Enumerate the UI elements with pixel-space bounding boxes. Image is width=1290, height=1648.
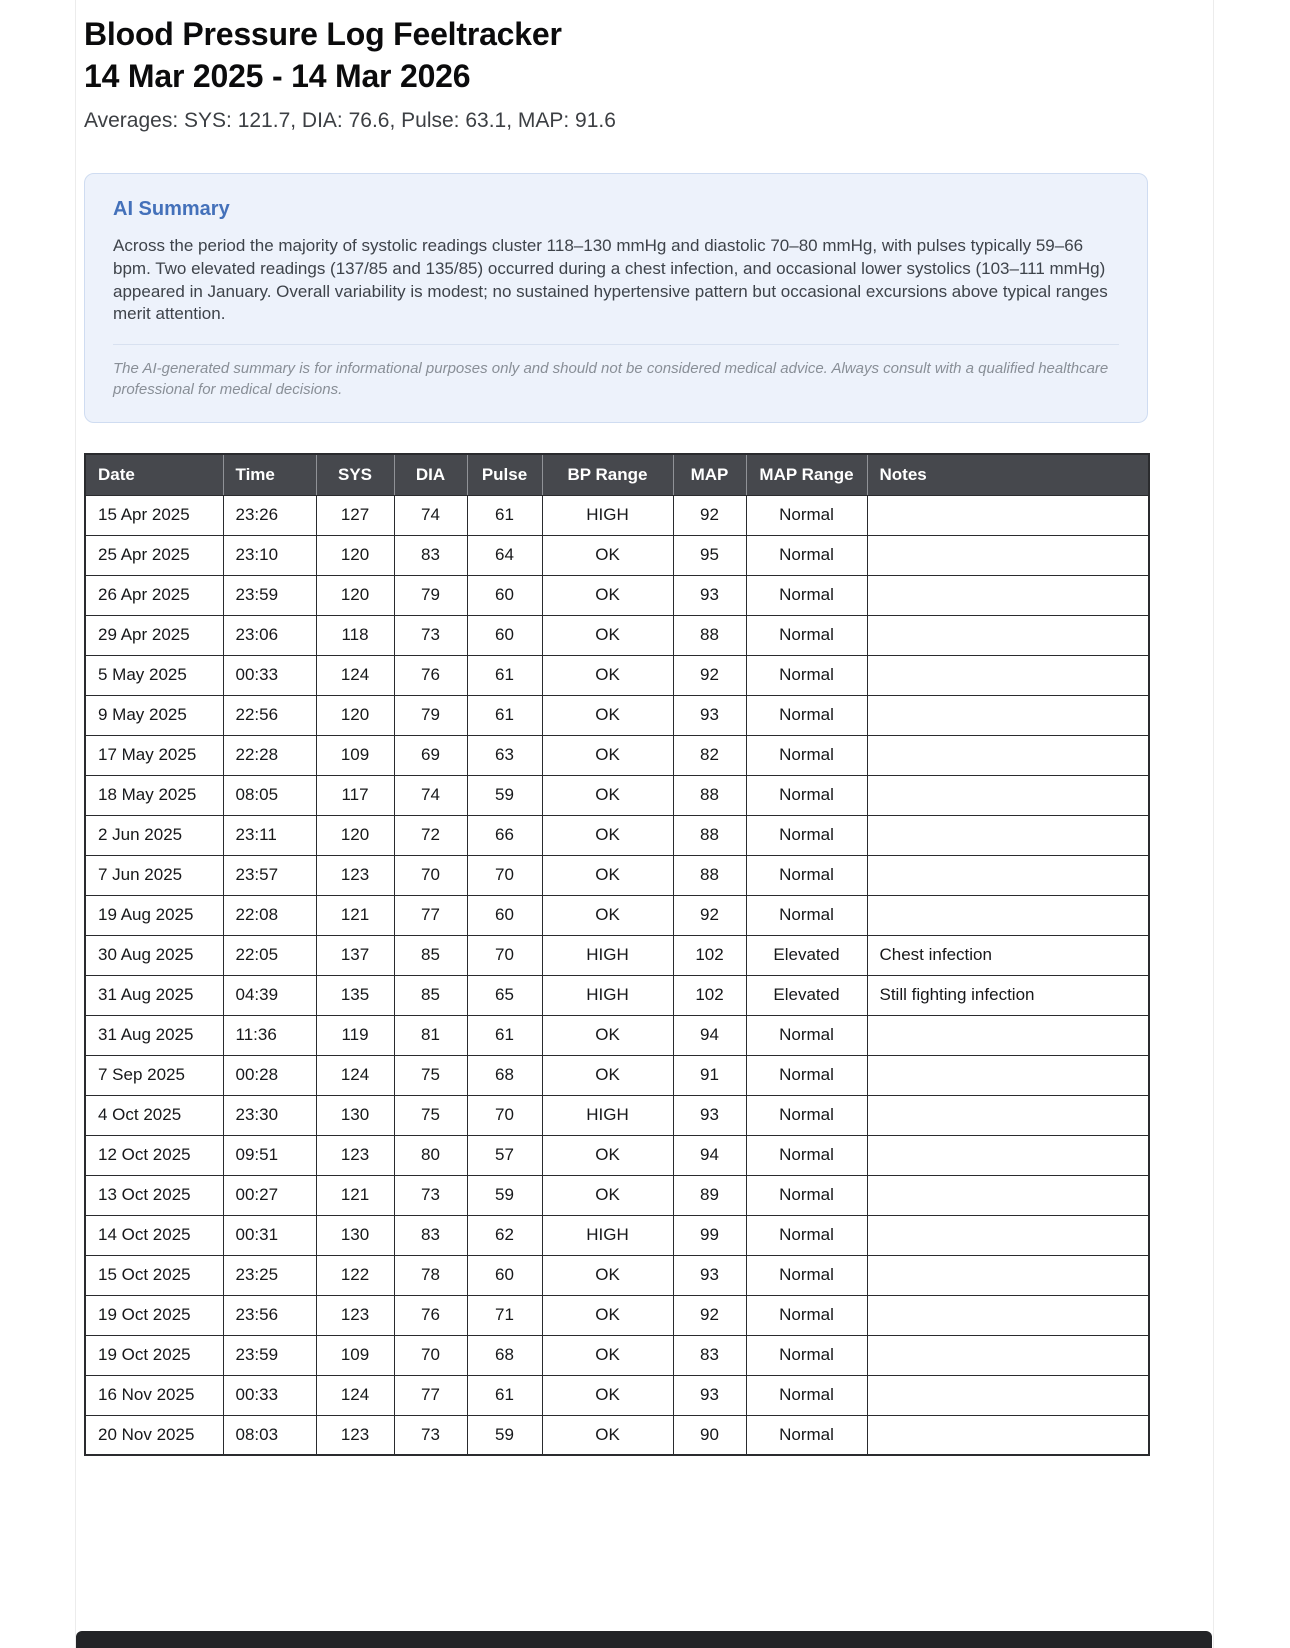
table-cell: 60	[467, 615, 542, 655]
table-cell: OK	[542, 775, 673, 815]
table-cell: 123	[316, 1295, 394, 1335]
table-cell: 66	[467, 815, 542, 855]
table-cell: 23:11	[223, 815, 316, 855]
table-body	[85, 495, 1149, 1455]
table-row	[85, 1095, 1149, 1135]
table-cell: 127	[316, 495, 394, 535]
table-cell: 00:33	[223, 1375, 316, 1415]
table-cell: 120	[316, 695, 394, 735]
table-cell: 82	[673, 735, 746, 775]
table-row	[85, 1015, 1149, 1055]
table-cell: 76	[394, 655, 467, 695]
table-row	[85, 855, 1149, 895]
table-cell: 75	[394, 1095, 467, 1135]
table-cell: 88	[673, 855, 746, 895]
table-cell: 70	[394, 855, 467, 895]
table-cell: 22:08	[223, 895, 316, 935]
table-cell: 77	[394, 895, 467, 935]
table-cell	[867, 695, 1149, 735]
table-cell: 93	[673, 1255, 746, 1295]
table-row	[85, 1335, 1149, 1375]
table-cell: 94	[673, 1135, 746, 1175]
table-cell: 63	[467, 735, 542, 775]
table-cell: 08:03	[223, 1415, 316, 1455]
table-cell	[867, 775, 1149, 815]
table-cell: 22:56	[223, 695, 316, 735]
table-cell: 7 Jun 2025	[85, 855, 223, 895]
table-cell: 70	[467, 855, 542, 895]
table-cell: Normal	[746, 855, 867, 895]
table-cell: HIGH	[542, 1215, 673, 1255]
table-cell: Normal	[746, 1415, 867, 1455]
table-cell: OK	[542, 815, 673, 855]
table-cell: 11:36	[223, 1015, 316, 1055]
table-cell: 00:28	[223, 1055, 316, 1095]
table-cell: 92	[673, 655, 746, 695]
table-cell: 4 Oct 2025	[85, 1095, 223, 1135]
table-cell: 59	[467, 1415, 542, 1455]
table-cell: 75	[394, 1055, 467, 1095]
column-header-date: Date	[85, 454, 223, 495]
table-cell	[867, 575, 1149, 615]
table-header-row	[85, 454, 1149, 495]
table-cell: Normal	[746, 1215, 867, 1255]
table-row	[85, 615, 1149, 655]
table-cell	[867, 1135, 1149, 1175]
table-row	[85, 1295, 1149, 1335]
table-cell: 62	[467, 1215, 542, 1255]
table-cell: 83	[673, 1335, 746, 1375]
table-cell: 121	[316, 1175, 394, 1215]
table-cell	[867, 1095, 1149, 1135]
table-cell: 79	[394, 695, 467, 735]
table-cell: 61	[467, 1375, 542, 1415]
table-cell: 13 Oct 2025	[85, 1175, 223, 1215]
table-row	[85, 1055, 1149, 1095]
table-cell: Normal	[746, 1255, 867, 1295]
table-cell: Normal	[746, 495, 867, 535]
table-cell: 23:06	[223, 615, 316, 655]
table-row	[85, 495, 1149, 535]
table-cell: 130	[316, 1215, 394, 1255]
table-cell: 26 Apr 2025	[85, 575, 223, 615]
table-cell: 00:33	[223, 655, 316, 695]
table-cell: Normal	[746, 655, 867, 695]
table-cell: 30 Aug 2025	[85, 935, 223, 975]
table-cell: HIGH	[542, 495, 673, 535]
table-cell: 76	[394, 1295, 467, 1335]
column-header-bp-range: BP Range	[542, 454, 673, 495]
table-cell: 61	[467, 655, 542, 695]
table-cell: 23:26	[223, 495, 316, 535]
table-row	[85, 695, 1149, 735]
table-cell: 19 Oct 2025	[85, 1335, 223, 1375]
table-cell: 31 Aug 2025	[85, 975, 223, 1015]
table-cell: 68	[467, 1335, 542, 1375]
ai-summary-divider	[113, 344, 1119, 345]
table-cell: 7 Sep 2025	[85, 1055, 223, 1095]
table-row	[85, 655, 1149, 695]
table-cell: OK	[542, 535, 673, 575]
table-row	[85, 1255, 1149, 1295]
table-cell: 2 Jun 2025	[85, 815, 223, 855]
table-cell: 80	[394, 1135, 467, 1175]
table-cell	[867, 1255, 1149, 1295]
table-cell: 60	[467, 575, 542, 615]
table-cell: Elevated	[746, 975, 867, 1015]
table-cell: 102	[673, 935, 746, 975]
table-cell: OK	[542, 1015, 673, 1055]
table-cell: 135	[316, 975, 394, 1015]
report-date-range: 14 Mar 2025 - 14 Mar 2026	[84, 57, 471, 94]
bottom-bar	[76, 1631, 1212, 1648]
table-cell: Normal	[746, 535, 867, 575]
table-cell: 22:28	[223, 735, 316, 775]
table-cell: OK	[542, 1055, 673, 1095]
table-cell: 73	[394, 615, 467, 655]
table-cell: Normal	[746, 1295, 867, 1335]
table-cell: 118	[316, 615, 394, 655]
table-cell	[867, 1175, 1149, 1215]
table-cell: OK	[542, 1175, 673, 1215]
table-cell: 93	[673, 1095, 746, 1135]
table-cell: Normal	[746, 1055, 867, 1095]
table-cell: 09:51	[223, 1135, 316, 1175]
table-cell: 95	[673, 535, 746, 575]
table-cell: Still fighting infection	[867, 975, 1149, 1015]
table-cell: OK	[542, 575, 673, 615]
table-row	[85, 735, 1149, 775]
table-cell: OK	[542, 1135, 673, 1175]
table-cell: OK	[542, 1335, 673, 1375]
table-cell: 70	[394, 1335, 467, 1375]
table-row	[85, 575, 1149, 615]
table-row	[85, 1415, 1149, 1455]
table-cell: 19 Oct 2025	[85, 1295, 223, 1335]
table-cell: 14 Oct 2025	[85, 1215, 223, 1255]
table-cell: 65	[467, 975, 542, 1015]
table-cell: 59	[467, 1175, 542, 1215]
table-cell: 137	[316, 935, 394, 975]
table-row	[85, 1175, 1149, 1215]
table-cell: 16 Nov 2025	[85, 1375, 223, 1415]
table-cell: 23:59	[223, 1335, 316, 1375]
table-cell: 72	[394, 815, 467, 855]
table-cell: 73	[394, 1415, 467, 1455]
table-cell: 92	[673, 895, 746, 935]
table-cell: 00:31	[223, 1215, 316, 1255]
table-cell: 61	[467, 695, 542, 735]
table-cell: 109	[316, 1335, 394, 1375]
report-title: Blood Pressure Log Feeltracker	[84, 16, 562, 52]
table-cell: 85	[394, 935, 467, 975]
table-cell: 23:30	[223, 1095, 316, 1135]
table-cell: 15 Apr 2025	[85, 495, 223, 535]
table-cell: 9 May 2025	[85, 695, 223, 735]
table-cell: Normal	[746, 1135, 867, 1175]
table-cell: 00:27	[223, 1175, 316, 1215]
table-cell: Normal	[746, 815, 867, 855]
table-cell: OK	[542, 1415, 673, 1455]
table-cell: 83	[394, 1215, 467, 1255]
table-cell: 23:56	[223, 1295, 316, 1335]
table-cell	[867, 895, 1149, 935]
table-cell: HIGH	[542, 1095, 673, 1135]
table-cell: OK	[542, 1375, 673, 1415]
column-header-time: Time	[223, 454, 316, 495]
table-cell: 85	[394, 975, 467, 1015]
table-cell: 64	[467, 535, 542, 575]
report-content	[84, 14, 1148, 1456]
table-cell: 15 Oct 2025	[85, 1255, 223, 1295]
table-cell: 19 Aug 2025	[85, 895, 223, 935]
table-cell: 60	[467, 1255, 542, 1295]
table-cell: 23:25	[223, 1255, 316, 1295]
table-cell: 120	[316, 575, 394, 615]
table-cell: OK	[542, 855, 673, 895]
table-cell: 23:59	[223, 575, 316, 615]
table-cell	[867, 1215, 1149, 1255]
table-cell: 88	[673, 815, 746, 855]
table-cell: 120	[316, 535, 394, 575]
table-cell: 94	[673, 1015, 746, 1055]
table-cell: Normal	[746, 1095, 867, 1135]
table-cell: 59	[467, 775, 542, 815]
table-cell: 117	[316, 775, 394, 815]
table-cell	[867, 615, 1149, 655]
table-cell	[867, 1295, 1149, 1335]
table-cell: 93	[673, 575, 746, 615]
table-cell: 102	[673, 975, 746, 1015]
table-cell: 91	[673, 1055, 746, 1095]
table-cell: 74	[394, 775, 467, 815]
table-row	[85, 1375, 1149, 1415]
table-row	[85, 935, 1149, 975]
column-header-map-range: MAP Range	[746, 454, 867, 495]
table-cell: 88	[673, 615, 746, 655]
table-cell: 23:10	[223, 535, 316, 575]
table-row	[85, 975, 1149, 1015]
table-cell: Elevated	[746, 935, 867, 975]
column-header-sys: SYS	[316, 454, 394, 495]
ai-summary-disclaimer: The AI-generated summary is for informational purposes only and should not be considered medical advice. Always consult with a qualified healthcare professional for medical decisions.	[113, 360, 1109, 399]
averages-summary: Averages: SYS: 121.7, DIA: 76.6, Pulse: 63.1, MAP: 91.6	[84, 109, 616, 133]
table-cell: HIGH	[542, 975, 673, 1015]
table-cell: Normal	[746, 615, 867, 655]
table-cell: Normal	[746, 1375, 867, 1415]
table-cell: 61	[467, 495, 542, 535]
table-cell: OK	[542, 615, 673, 655]
table-cell: Normal	[746, 775, 867, 815]
table-cell: 92	[673, 1295, 746, 1335]
column-header-pulse: Pulse	[467, 454, 542, 495]
table-cell: OK	[542, 735, 673, 775]
table-cell: 22:05	[223, 935, 316, 975]
table-row	[85, 535, 1149, 575]
ai-summary-heading: AI Summary	[113, 198, 230, 221]
table-cell: 73	[394, 1175, 467, 1215]
table-cell: 122	[316, 1255, 394, 1295]
table-cell: Normal	[746, 695, 867, 735]
table-cell: 20 Nov 2025	[85, 1415, 223, 1455]
table-row	[85, 775, 1149, 815]
table-row	[85, 895, 1149, 935]
table-cell: 74	[394, 495, 467, 535]
table-cell: 119	[316, 1015, 394, 1055]
table-cell	[867, 1335, 1149, 1375]
table-cell: 68	[467, 1055, 542, 1095]
table-cell: HIGH	[542, 935, 673, 975]
table-cell: OK	[542, 695, 673, 735]
table-cell: Normal	[746, 895, 867, 935]
table-cell: 99	[673, 1215, 746, 1255]
table-cell: 121	[316, 895, 394, 935]
table-cell: OK	[542, 1295, 673, 1335]
table-cell	[867, 535, 1149, 575]
table-cell	[867, 815, 1149, 855]
table-cell: 88	[673, 775, 746, 815]
table-cell: 79	[394, 575, 467, 615]
table-cell	[867, 495, 1149, 535]
table-cell	[867, 1375, 1149, 1415]
table-row	[85, 1135, 1149, 1175]
column-header-notes: Notes	[867, 454, 1149, 495]
table-cell: Normal	[746, 1175, 867, 1215]
table-cell: Normal	[746, 1015, 867, 1055]
table-cell	[867, 1055, 1149, 1095]
table-cell: 130	[316, 1095, 394, 1135]
table-cell: 83	[394, 535, 467, 575]
table-cell: OK	[542, 895, 673, 935]
table-cell	[867, 855, 1149, 895]
table-cell: 120	[316, 815, 394, 855]
table-cell: 61	[467, 1015, 542, 1055]
table-cell: OK	[542, 655, 673, 695]
table-cell: 124	[316, 1375, 394, 1415]
table-cell: 04:39	[223, 975, 316, 1015]
table-cell	[867, 655, 1149, 695]
table-cell	[867, 735, 1149, 775]
table-cell: 5 May 2025	[85, 655, 223, 695]
table-cell: Chest infection	[867, 935, 1149, 975]
table-cell: 71	[467, 1295, 542, 1335]
ai-summary-box	[84, 173, 1148, 423]
table-cell: 77	[394, 1375, 467, 1415]
table-cell: 123	[316, 855, 394, 895]
table-cell: 31 Aug 2025	[85, 1015, 223, 1055]
table-cell: 123	[316, 1135, 394, 1175]
table-cell: 70	[467, 935, 542, 975]
table-cell: 109	[316, 735, 394, 775]
table-cell: 70	[467, 1095, 542, 1135]
table-cell: 124	[316, 655, 394, 695]
page-title	[84, 14, 1148, 97]
table-cell: 25 Apr 2025	[85, 535, 223, 575]
table-cell: Normal	[746, 575, 867, 615]
table-cell: 90	[673, 1415, 746, 1455]
table-cell: 124	[316, 1055, 394, 1095]
table-cell	[867, 1415, 1149, 1455]
table-cell: Normal	[746, 735, 867, 775]
column-header-map: MAP	[673, 454, 746, 495]
column-header-dia: DIA	[394, 454, 467, 495]
table-cell: 18 May 2025	[85, 775, 223, 815]
table-cell: 08:05	[223, 775, 316, 815]
table-cell: 78	[394, 1255, 467, 1295]
table-cell: 89	[673, 1175, 746, 1215]
table-cell: 23:57	[223, 855, 316, 895]
table-cell: 92	[673, 495, 746, 535]
table-cell	[867, 1015, 1149, 1055]
ai-summary-body: Across the period the majority of systolic readings cluster 118–130 mmHg and diastolic 70–80 mmHg, with pulses typically 59–66 bpm. Two elevated readings (137/85 and 135/85) occurred during a chest infection, and occasional lower systolics (103–111 mmHg) appeared in January. Overall variability is modest; no sustained hypertensive pattern but occasional excursions above typical ranges merit attention.	[113, 236, 1108, 324]
table-cell: 81	[394, 1015, 467, 1055]
table-cell: 123	[316, 1415, 394, 1455]
table-cell: OK	[542, 1255, 673, 1295]
table-cell: 29 Apr 2025	[85, 615, 223, 655]
table-cell: 93	[673, 1375, 746, 1415]
table-cell: 69	[394, 735, 467, 775]
table-cell: 57	[467, 1135, 542, 1175]
table-cell: Normal	[746, 1335, 867, 1375]
bp-log-table	[84, 453, 1150, 1456]
table-cell: 17 May 2025	[85, 735, 223, 775]
table-cell: 12 Oct 2025	[85, 1135, 223, 1175]
table-row	[85, 815, 1149, 855]
table-cell: 60	[467, 895, 542, 935]
table-cell: 93	[673, 695, 746, 735]
table-row	[85, 1215, 1149, 1255]
